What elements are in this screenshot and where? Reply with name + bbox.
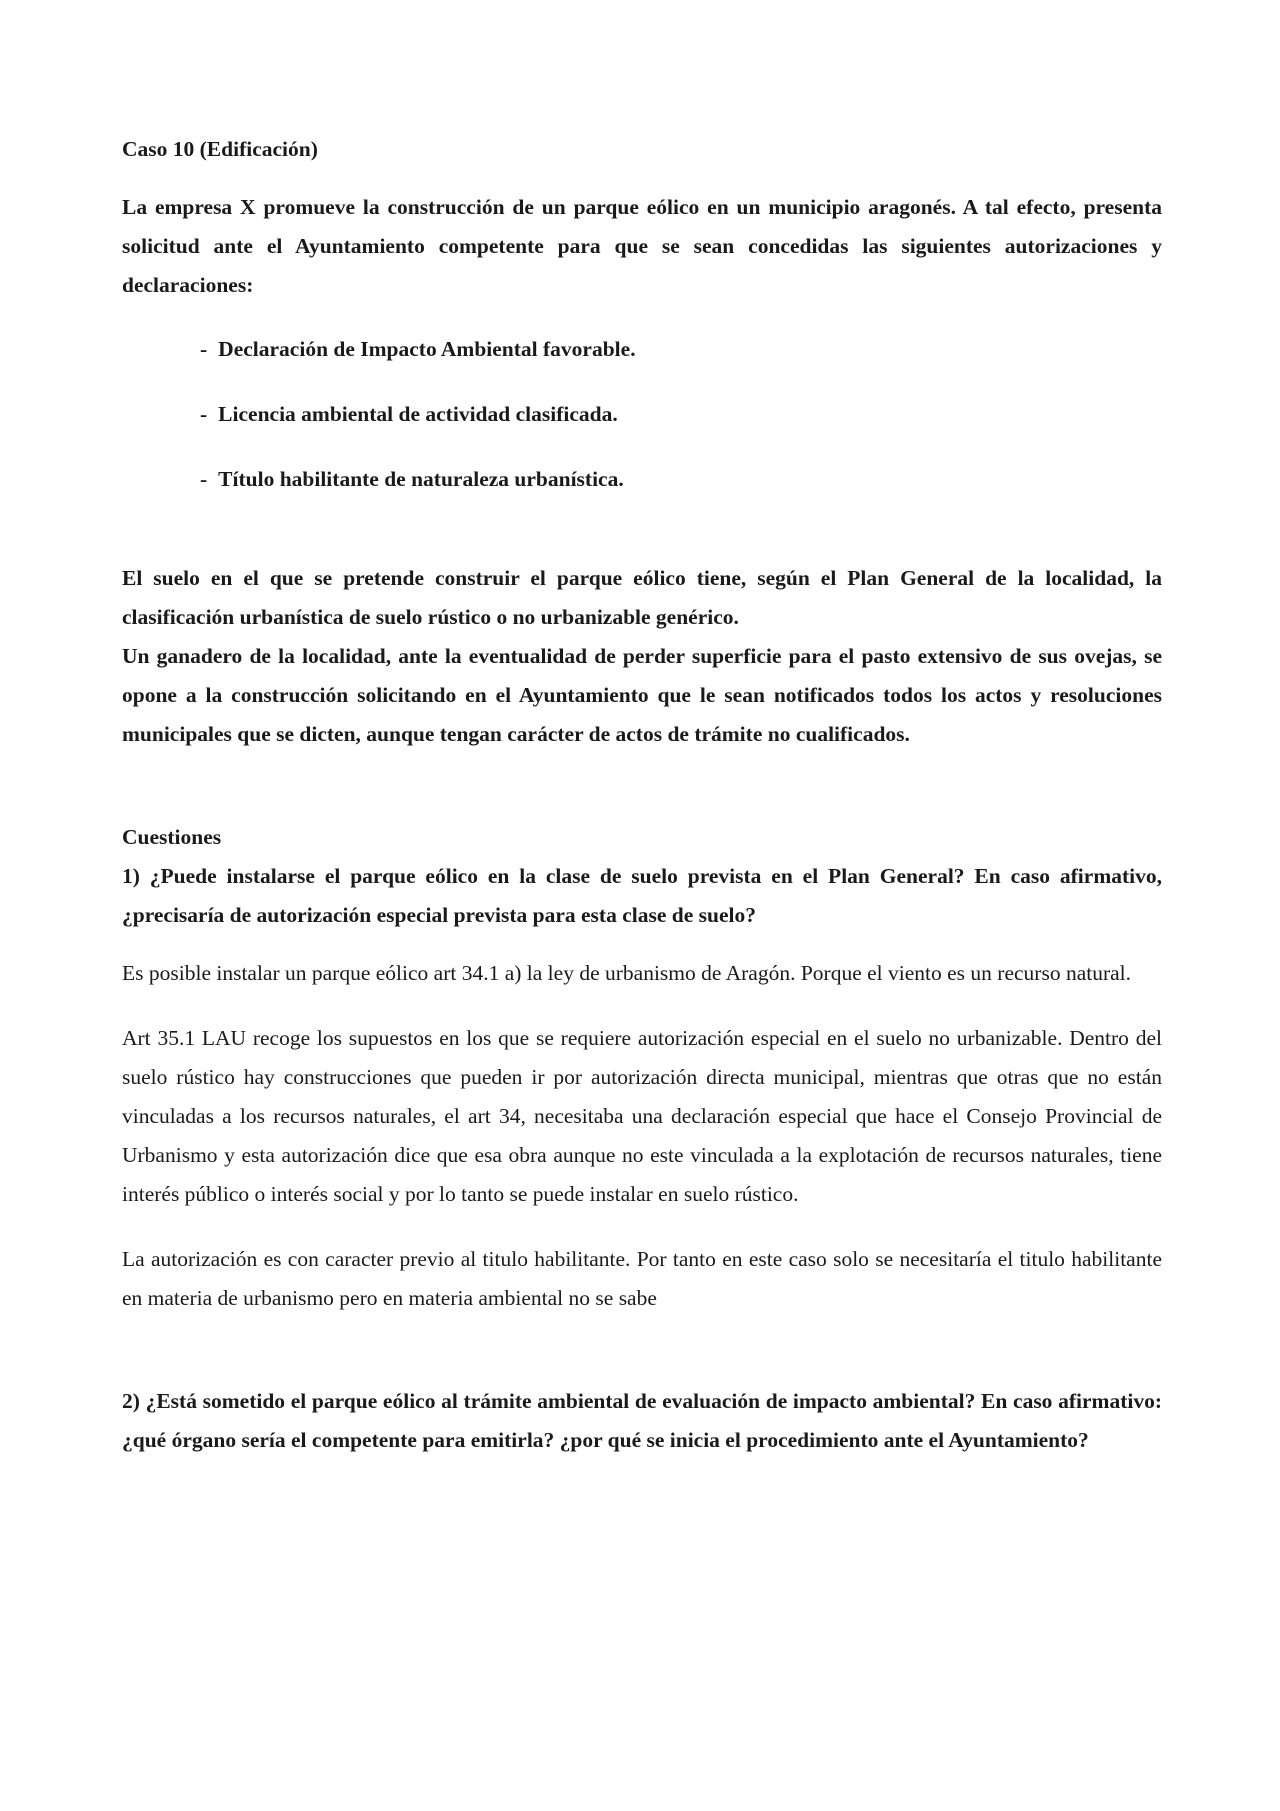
- bullet-dash: -: [200, 402, 208, 426]
- document-title: Caso 10 (Edificación): [122, 137, 318, 161]
- facts-block: [122, 559, 1162, 754]
- list-item: [200, 460, 1162, 499]
- bullet-dash: -: [200, 467, 208, 491]
- bullet-dash: -: [200, 337, 208, 361]
- answer-1-paragraph-1: Es posible instalar un parque eólico art 34.1 a) la ley de urbanismo de Aragón. Porque el viento es un recurso natural.: [122, 961, 1132, 985]
- list-item-text: Título habilitante de naturaleza urbanística.: [218, 467, 624, 491]
- question-1: 1) ¿Puede instalarse el parque eólico en la clase de suelo prevista en el Plan General? En caso afirmativo, ¿precisaría de autorización especial prevista para esta clase de suelo?: [122, 864, 1162, 927]
- list-item: [200, 395, 1162, 434]
- authorizations-list: [122, 330, 1162, 499]
- list-item-text: Licencia ambiental de actividad clasificada.: [218, 402, 618, 426]
- list-item-text: Declaración de Impacto Ambiental favorable.: [218, 337, 636, 361]
- questions-heading: Cuestiones: [122, 825, 222, 849]
- list-item: [200, 330, 1162, 369]
- document-page: [122, 130, 1162, 1460]
- answer-1-paragraph-3: La autorización es con caracter previo al titulo habilitante. Por tanto en este caso solo se necesitaría el titulo habilitante en materia de urbanismo pero en materia ambiental no se sabe: [122, 1247, 1162, 1310]
- facts-paragraph-1: El suelo en el que se pretende construir el parque eólico tiene, según el Plan General de la localidad, la clasificación urbanística de suelo rústico o no urbanizable genérico.: [122, 566, 1162, 629]
- answer-1-paragraph-2: Art 35.1 LAU recoge los supuestos en los que se requiere autorización especial en el suelo no urbanizable. Dentro del suelo rústico hay construcciones que pueden ir por autorización directa municipal, mientras que otras que no están vinculadas a los recursos naturales, el art 34, necesitaba una declaración especial que hace el Consejo Provincial de Urbanismo y esta autorización dice que esa obra aunque no este vinculada a la explotación de recursos naturales, tiene interés público o interés social y por lo tanto se puede instalar en suelo rústico.: [122, 1026, 1162, 1206]
- intro-paragraph: La empresa X promueve la construcción de un parque eólico en un municipio aragonés. A tal efecto, presenta solicitud ante el Ayuntamiento competente para que se sean concedidas las siguientes autorizaciones y declaraciones:: [122, 195, 1162, 297]
- question-2: 2) ¿Está sometido el parque eólico al trámite ambiental de evaluación de impacto ambiental? En caso afirmativo: ¿qué órgano sería el competente para emitirla? ¿por qué se inicia el procedimiento ante el Ayuntamiento?: [122, 1389, 1162, 1452]
- facts-paragraph-2: Un ganadero de la localidad, ante la eventualidad de perder superficie para el pasto extensivo de sus ovejas, se opone a la construcción solicitando en el Ayuntamiento que le sean notificados todos los actos y resoluciones municipales que se dicten, aunque tengan carácter de actos de trámite no cualificados.: [122, 644, 1162, 746]
